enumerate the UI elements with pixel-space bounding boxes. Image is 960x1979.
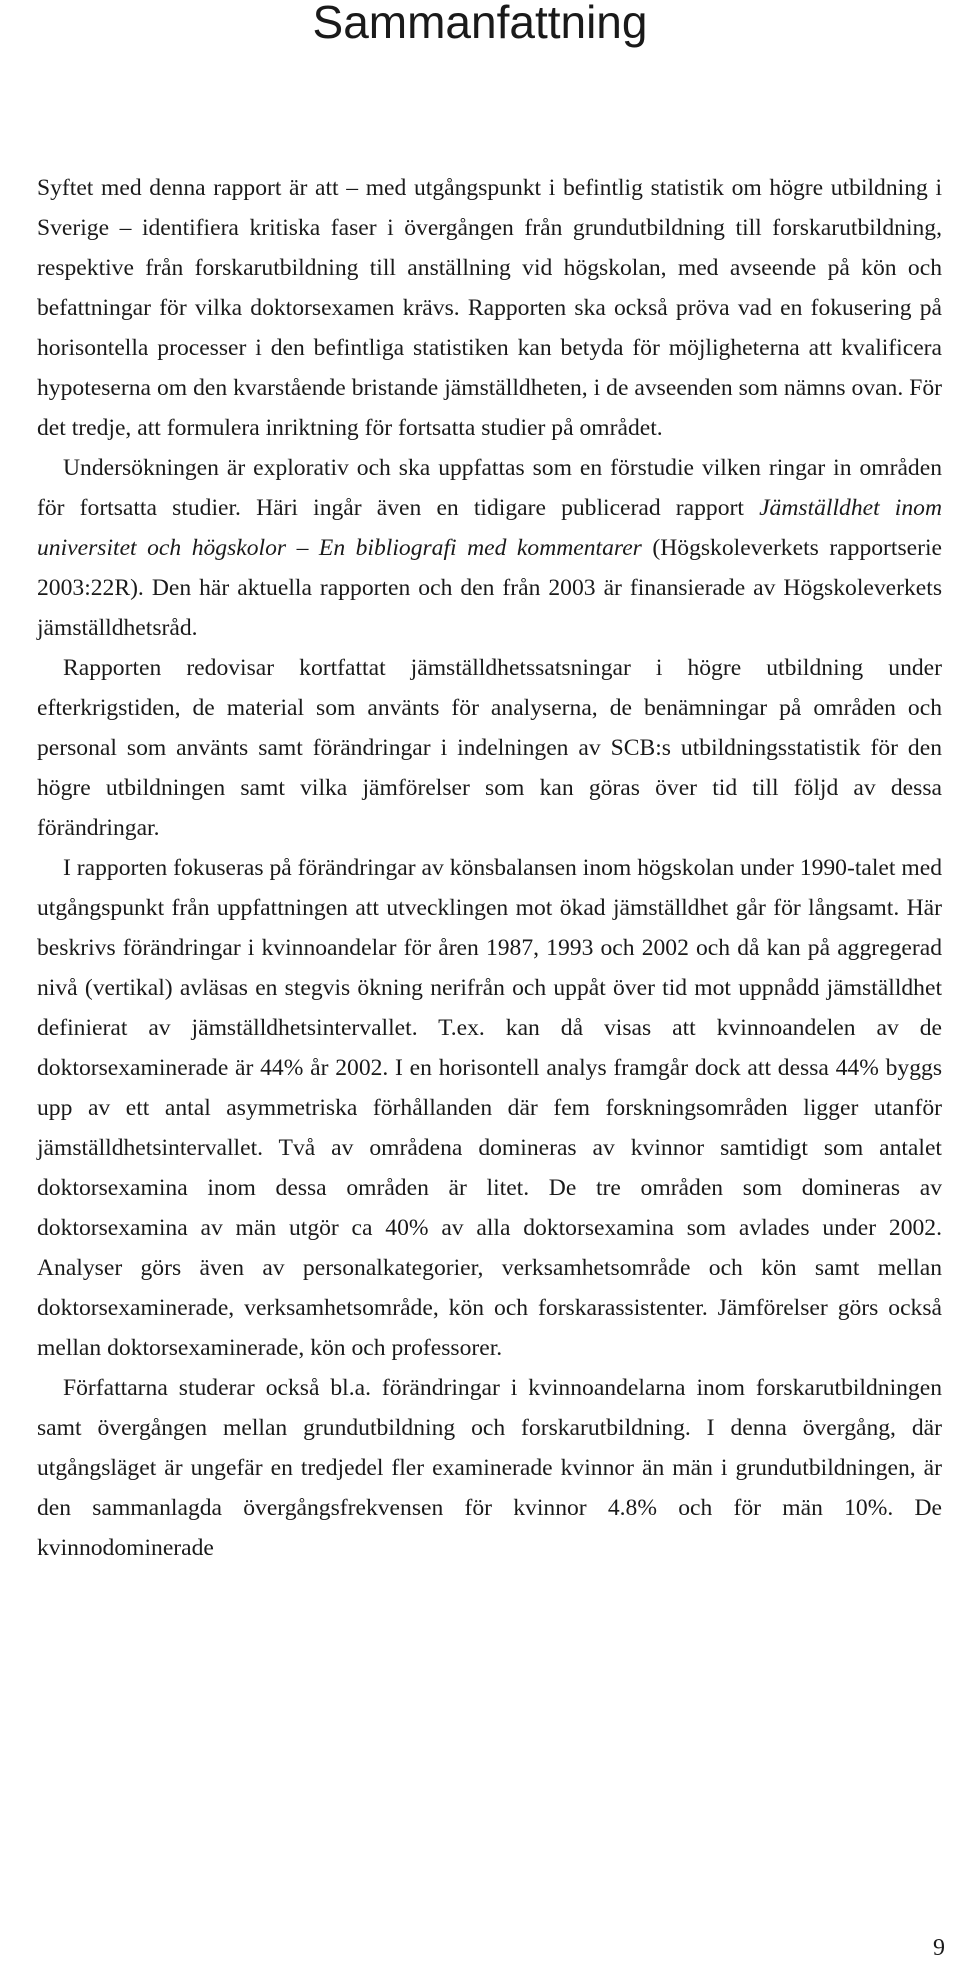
paragraph-text: Författarna studerar också bl.a. förändringar i kvinnoandelarna inom forskarutbildningen samt övergången mellan grundutbildning och forskarutbildning. I denna övergång, där utgångsläget är ungefär en tredjedel fler examinerade kvinnor än män i grundutbildningen, är den sammanlagda övergångsfrekvensen för kvinnor 4.8% och för män 10%. De kvinnodominerade [37,1375,942,1561]
paragraph-text: Undersökningen är explorativ och ska uppfattas som en förstudie vilken ringar in områden för fortsatta studier. Häri ingår även en tidigare publicerad rapport [37,455,942,521]
page-title: Sammanfattning [312,0,648,48]
paragraph-purpose [37,168,942,448]
paragraph-transition [37,1368,942,1568]
paragraph-gender-balance [37,848,942,1368]
paragraph-study [37,448,942,648]
paragraph-report-contents [37,648,942,848]
document-body [37,168,942,1568]
paragraph-text: Syftet med denna rapport är att – med utgångspunkt i befintlig statistik om högre utbildning i Sverige – identifiera kritiska faser i övergången från grundutbildning till forskarutbildning, respektive från forskarutbildning till anställning vid högskolan, med avseende på kön och befattningar för vilka doktorsexamen krävs. Rapporten ska också pröva vad en fokusering på horisontella processer i den befintliga statistiken kan betyda för möjligheterna att kvalificera hypoteserna om den kvarstående bristande jämställdheten, i de avseenden som nämns ovan. För det tredje, att formulera inriktning för fortsatta studier på området. [37,175,942,441]
report-title-italic: Jämställdhet inom universitet och högskolor – En bibliografi med kommentarer [37,495,942,561]
paragraph-text: I rapporten fokuseras på förändringar av könsbalansen inom högskolan under 1990-talet med utgångspunkt från uppfattningen att utvecklingen mot ökad jämställdhet går för långsamt. Här beskrivs förändringar i kvinnoandelar för åren 1987, 1993 och 2002 och då kan på aggregerad nivå (vertikal) avläsas en stegvis ökning nerifrån och uppåt över tid mot uppnådd jämställdhet definierat av jämställdhetsintervallet. T.ex. kan då visas att kvinnoandelen av de doktorsexaminerade är 44% år 2002. I en horisontell analys framgår dock att dessa 44% byggs upp av ett antal asymmetriska förhållanden där fem forskningsområden ligger utanför jämställdhetsintervallet. Två av områdena domineras av kvinnor samtidigt som antalet doktorsexamina inom dessa områden är litet. De tre områden som domineras av doktorsexamina av män utgör ca 40% av alla doktorsexamina som avlades under 2002. Analyser görs även av personalkategorier, verksamhetsområde och kön samt mellan doktorsexaminerade, verksamhetsområde, kön och forskarassistenter. Jämförelser görs också mellan doktorsexaminerade, kön och professorer. [37,855,942,1361]
page-number: 9 [933,1935,945,1961]
paragraph-text: (Högskoleverkets rapportserie 2003:22R). Den här aktuella rapporten och den från 2003 är finansierade av Högskoleverkets jämställdhetsråd. [37,535,942,641]
paragraph-text: Rapporten redovisar kortfattat jämställdhetssatsningar i högre utbildning under efterkrigstiden, de material som använts för analyserna, de benämningar på områden och personal som använts samt förändringar i indelningen av SCB:s utbildningsstatistik för den högre utbildningen samt vilka jämförelser som kan göras över tid till följd av dessa förändringar. [37,655,942,841]
